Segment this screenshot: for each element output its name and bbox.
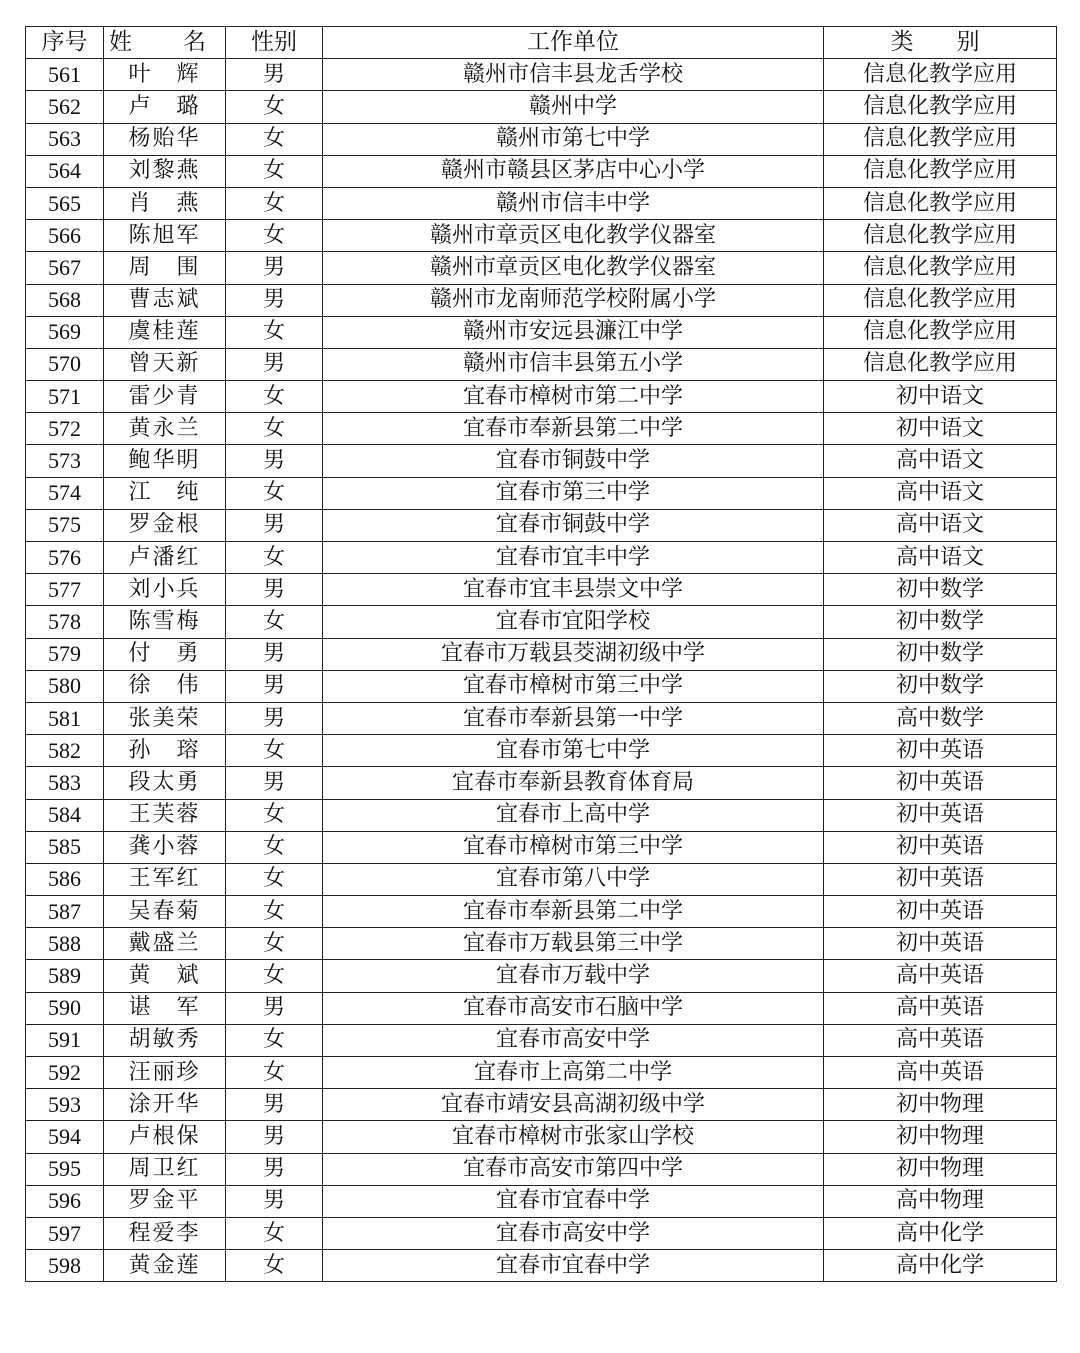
serial-cell: 569 [26, 316, 104, 348]
workplace-cell: 赣州市章贡区电化教学仪器室 [323, 220, 824, 252]
name-cell: 卢根保 [104, 1121, 226, 1153]
table-row [26, 896, 1057, 928]
gender-cell: 女 [226, 1024, 323, 1056]
category-cell: 初中物理 [824, 1089, 1057, 1121]
category-cell: 高中英语 [824, 1024, 1057, 1056]
gender-cell: 女 [226, 831, 323, 863]
gender-cell: 男 [226, 59, 323, 91]
name-cell: 胡敏秀 [104, 1024, 226, 1056]
serial-cell: 587 [26, 896, 104, 928]
workplace-cell: 宜春市宜丰县崇文中学 [323, 574, 824, 606]
workplace-cell: 赣州市第七中学 [323, 123, 824, 155]
category-cell: 高中物理 [824, 1185, 1057, 1217]
category-cell: 高中语文 [824, 542, 1057, 574]
table-row [26, 413, 1057, 445]
gender-cell: 女 [226, 413, 323, 445]
name-cell: 周卫红 [104, 1153, 226, 1185]
name-cell: 刘小兵 [104, 574, 226, 606]
workplace-cell: 宜春市铜鼓中学 [323, 445, 824, 477]
serial-cell: 570 [26, 348, 104, 380]
name-cell: 罗金平 [104, 1185, 226, 1217]
name-cell: 黄永兰 [104, 413, 226, 445]
name-cell: 付 勇 [104, 638, 226, 670]
serial-cell: 598 [26, 1250, 104, 1282]
serial-cell: 595 [26, 1153, 104, 1185]
workplace-cell: 宜春市高安市石脑中学 [323, 992, 824, 1024]
name-cell: 罗金根 [104, 509, 226, 541]
serial-cell: 575 [26, 509, 104, 541]
gender-cell: 女 [226, 155, 323, 187]
workplace-cell: 宜春市上高中学 [323, 799, 824, 831]
gender-cell: 女 [226, 316, 323, 348]
gender-cell: 男 [226, 348, 323, 380]
table-row [26, 799, 1057, 831]
category-cell: 高中语文 [824, 445, 1057, 477]
category-cell: 高中数学 [824, 702, 1057, 734]
serial-cell: 567 [26, 252, 104, 284]
serial-cell: 574 [26, 477, 104, 509]
gender-cell: 女 [226, 381, 323, 413]
serial-cell: 583 [26, 767, 104, 799]
header-name: 姓 名 [104, 27, 226, 59]
category-cell: 信息化教学应用 [824, 284, 1057, 316]
category-cell: 初中数学 [824, 606, 1057, 638]
serial-cell: 564 [26, 155, 104, 187]
name-cell: 涂开华 [104, 1089, 226, 1121]
serial-cell: 572 [26, 413, 104, 445]
serial-cell: 563 [26, 123, 104, 155]
serial-cell: 573 [26, 445, 104, 477]
workplace-cell: 宜春市樟树市第三中学 [323, 831, 824, 863]
category-cell: 初中英语 [824, 767, 1057, 799]
category-cell: 初中物理 [824, 1153, 1057, 1185]
serial-cell: 571 [26, 381, 104, 413]
serial-cell: 576 [26, 542, 104, 574]
workplace-cell: 宜春市奉新县教育体育局 [323, 767, 824, 799]
gender-cell: 男 [226, 252, 323, 284]
gender-cell: 男 [226, 1153, 323, 1185]
workplace-cell: 宜春市第三中学 [323, 477, 824, 509]
category-cell: 信息化教学应用 [824, 220, 1057, 252]
category-cell: 信息化教学应用 [824, 59, 1057, 91]
category-cell: 高中语文 [824, 477, 1057, 509]
header-serial: 序号 [26, 27, 104, 59]
table-row [26, 992, 1057, 1024]
category-cell: 信息化教学应用 [824, 155, 1057, 187]
table-row [26, 155, 1057, 187]
gender-cell: 男 [226, 767, 323, 799]
category-cell: 信息化教学应用 [824, 91, 1057, 123]
gender-cell: 女 [226, 1217, 323, 1249]
workplace-cell: 赣州市龙南师范学校附属小学 [323, 284, 824, 316]
name-cell: 程爱李 [104, 1217, 226, 1249]
table-row [26, 767, 1057, 799]
name-cell: 杨贻华 [104, 123, 226, 155]
category-cell: 高中英语 [824, 1057, 1057, 1089]
serial-cell: 580 [26, 670, 104, 702]
name-cell: 王芙蓉 [104, 799, 226, 831]
gender-cell: 女 [226, 896, 323, 928]
table-row [26, 702, 1057, 734]
category-cell: 信息化教学应用 [824, 252, 1057, 284]
table-row [26, 574, 1057, 606]
name-cell: 徐 伟 [104, 670, 226, 702]
gender-cell: 男 [226, 445, 323, 477]
category-cell: 高中语文 [824, 509, 1057, 541]
table-row [26, 863, 1057, 895]
name-cell: 鲍华明 [104, 445, 226, 477]
table-row [26, 123, 1057, 155]
name-cell: 曹志斌 [104, 284, 226, 316]
gender-cell: 女 [226, 735, 323, 767]
gender-cell: 女 [226, 1057, 323, 1089]
gender-cell: 女 [226, 960, 323, 992]
workplace-cell: 宜春市樟树市第三中学 [323, 670, 824, 702]
table-row [26, 477, 1057, 509]
category-cell: 初中物理 [824, 1121, 1057, 1153]
table-row [26, 1089, 1057, 1121]
name-cell: 戴盛兰 [104, 928, 226, 960]
gender-cell: 男 [226, 574, 323, 606]
table-row [26, 316, 1057, 348]
serial-cell: 590 [26, 992, 104, 1024]
gender-cell: 女 [226, 1250, 323, 1282]
category-cell: 初中语文 [824, 381, 1057, 413]
serial-cell: 565 [26, 187, 104, 219]
workplace-cell: 宜春市万载县茭湖初级中学 [323, 638, 824, 670]
workplace-cell: 宜春市奉新县第二中学 [323, 413, 824, 445]
serial-cell: 596 [26, 1185, 104, 1217]
workplace-cell: 宜春市铜鼓中学 [323, 509, 824, 541]
table-row [26, 445, 1057, 477]
name-cell: 吴春菊 [104, 896, 226, 928]
header-workplace: 工作单位 [323, 27, 824, 59]
category-cell: 信息化教学应用 [824, 187, 1057, 219]
table-row [26, 1057, 1057, 1089]
category-cell: 信息化教学应用 [824, 348, 1057, 380]
table-row [26, 381, 1057, 413]
serial-cell: 588 [26, 928, 104, 960]
category-cell: 初中语文 [824, 413, 1057, 445]
header-gender: 性别 [226, 27, 323, 59]
name-cell: 雷少青 [104, 381, 226, 413]
table-row [26, 735, 1057, 767]
workplace-cell: 宜春市高安中学 [323, 1217, 824, 1249]
gender-cell: 女 [226, 799, 323, 831]
workplace-cell: 宜春市高安中学 [323, 1024, 824, 1056]
name-cell: 肖 燕 [104, 187, 226, 219]
gender-cell: 男 [226, 509, 323, 541]
name-cell: 虞桂莲 [104, 316, 226, 348]
gender-cell: 女 [226, 477, 323, 509]
category-cell: 高中英语 [824, 960, 1057, 992]
table-body [26, 59, 1057, 1282]
serial-cell: 581 [26, 702, 104, 734]
workplace-cell: 宜春市宜春中学 [323, 1185, 824, 1217]
serial-cell: 594 [26, 1121, 104, 1153]
gender-cell: 男 [226, 992, 323, 1024]
awardee-table [25, 26, 1057, 1282]
table-row [26, 1024, 1057, 1056]
name-cell: 卢潘红 [104, 542, 226, 574]
name-cell: 谌 军 [104, 992, 226, 1024]
workplace-cell: 宜春市宜阳学校 [323, 606, 824, 638]
serial-cell: 561 [26, 59, 104, 91]
name-cell: 陈雪梅 [104, 606, 226, 638]
name-cell: 卢 璐 [104, 91, 226, 123]
table-row [26, 509, 1057, 541]
workplace-cell: 宜春市宜春中学 [323, 1250, 824, 1282]
category-cell: 信息化教学应用 [824, 123, 1057, 155]
document-page [25, 26, 1056, 1282]
name-cell: 王军红 [104, 863, 226, 895]
name-cell: 段太勇 [104, 767, 226, 799]
serial-cell: 582 [26, 735, 104, 767]
gender-cell: 女 [226, 91, 323, 123]
header-category: 类 别 [824, 27, 1057, 59]
table-row [26, 348, 1057, 380]
gender-cell: 男 [226, 638, 323, 670]
gender-cell: 女 [226, 187, 323, 219]
gender-cell: 女 [226, 542, 323, 574]
table-row [26, 1217, 1057, 1249]
workplace-cell: 赣州中学 [323, 91, 824, 123]
workplace-cell: 宜春市奉新县第二中学 [323, 896, 824, 928]
workplace-cell: 宜春市奉新县第一中学 [323, 702, 824, 734]
workplace-cell: 赣州市章贡区电化教学仪器室 [323, 252, 824, 284]
category-cell: 初中英语 [824, 928, 1057, 960]
workplace-cell: 赣州市信丰中学 [323, 187, 824, 219]
table-row [26, 1185, 1057, 1217]
category-cell: 高中化学 [824, 1217, 1057, 1249]
table-row [26, 59, 1057, 91]
serial-cell: 566 [26, 220, 104, 252]
serial-cell: 586 [26, 863, 104, 895]
serial-cell: 584 [26, 799, 104, 831]
workplace-cell: 宜春市靖安县高湖初级中学 [323, 1089, 824, 1121]
category-cell: 高中英语 [824, 992, 1057, 1024]
table-row [26, 1121, 1057, 1153]
serial-cell: 562 [26, 91, 104, 123]
name-cell: 刘黎燕 [104, 155, 226, 187]
gender-cell: 女 [226, 606, 323, 638]
table-row [26, 831, 1057, 863]
workplace-cell: 赣州市信丰县第五小学 [323, 348, 824, 380]
workplace-cell: 赣州市信丰县龙舌学校 [323, 59, 824, 91]
gender-cell: 男 [226, 702, 323, 734]
serial-cell: 589 [26, 960, 104, 992]
table-row [26, 960, 1057, 992]
gender-cell: 男 [226, 1121, 323, 1153]
category-cell: 初中英语 [824, 831, 1057, 863]
workplace-cell: 宜春市宜丰中学 [323, 542, 824, 574]
workplace-cell: 宜春市第七中学 [323, 735, 824, 767]
category-cell: 初中数学 [824, 638, 1057, 670]
workplace-cell: 赣州市赣县区茅店中心小学 [323, 155, 824, 187]
table-row [26, 1153, 1057, 1185]
table-row [26, 252, 1057, 284]
name-cell: 龚小蓉 [104, 831, 226, 863]
category-cell: 初中英语 [824, 735, 1057, 767]
name-cell: 黄 斌 [104, 960, 226, 992]
name-cell: 周 围 [104, 252, 226, 284]
table-row [26, 638, 1057, 670]
serial-cell: 585 [26, 831, 104, 863]
category-cell: 高中化学 [824, 1250, 1057, 1282]
gender-cell: 女 [226, 928, 323, 960]
name-cell: 陈旭军 [104, 220, 226, 252]
workplace-cell: 宜春市万载中学 [323, 960, 824, 992]
serial-cell: 577 [26, 574, 104, 606]
gender-cell: 男 [226, 1089, 323, 1121]
workplace-cell: 宜春市樟树市第二中学 [323, 381, 824, 413]
category-cell: 信息化教学应用 [824, 316, 1057, 348]
workplace-cell: 宜春市樟树市张家山学校 [323, 1121, 824, 1153]
workplace-cell: 宜春市上高第二中学 [323, 1057, 824, 1089]
serial-cell: 579 [26, 638, 104, 670]
category-cell: 初中英语 [824, 799, 1057, 831]
name-cell: 汪丽珍 [104, 1057, 226, 1089]
table-row [26, 670, 1057, 702]
serial-cell: 597 [26, 1217, 104, 1249]
name-cell: 孙 瑢 [104, 735, 226, 767]
serial-cell: 578 [26, 606, 104, 638]
gender-cell: 女 [226, 123, 323, 155]
gender-cell: 男 [226, 1185, 323, 1217]
workplace-cell: 宜春市万载县第三中学 [323, 928, 824, 960]
name-cell: 黄金莲 [104, 1250, 226, 1282]
category-cell: 初中数学 [824, 670, 1057, 702]
name-cell: 江 纯 [104, 477, 226, 509]
table-row [26, 220, 1057, 252]
name-cell: 曾天新 [104, 348, 226, 380]
table-row [26, 1250, 1057, 1282]
gender-cell: 女 [226, 863, 323, 895]
table-row [26, 284, 1057, 316]
category-cell: 初中英语 [824, 896, 1057, 928]
serial-cell: 568 [26, 284, 104, 316]
table-row [26, 606, 1057, 638]
table-row [26, 542, 1057, 574]
table-row [26, 187, 1057, 219]
workplace-cell: 赣州市安远县濂江中学 [323, 316, 824, 348]
serial-cell: 591 [26, 1024, 104, 1056]
gender-cell: 男 [226, 284, 323, 316]
category-cell: 初中数学 [824, 574, 1057, 606]
table-row [26, 928, 1057, 960]
workplace-cell: 宜春市第八中学 [323, 863, 824, 895]
serial-cell: 593 [26, 1089, 104, 1121]
table-row [26, 91, 1057, 123]
category-cell: 初中英语 [824, 863, 1057, 895]
gender-cell: 女 [226, 220, 323, 252]
name-cell: 叶 辉 [104, 59, 226, 91]
header-row [26, 27, 1057, 59]
workplace-cell: 宜春市高安市第四中学 [323, 1153, 824, 1185]
serial-cell: 592 [26, 1057, 104, 1089]
gender-cell: 男 [226, 670, 323, 702]
name-cell: 张美荣 [104, 702, 226, 734]
